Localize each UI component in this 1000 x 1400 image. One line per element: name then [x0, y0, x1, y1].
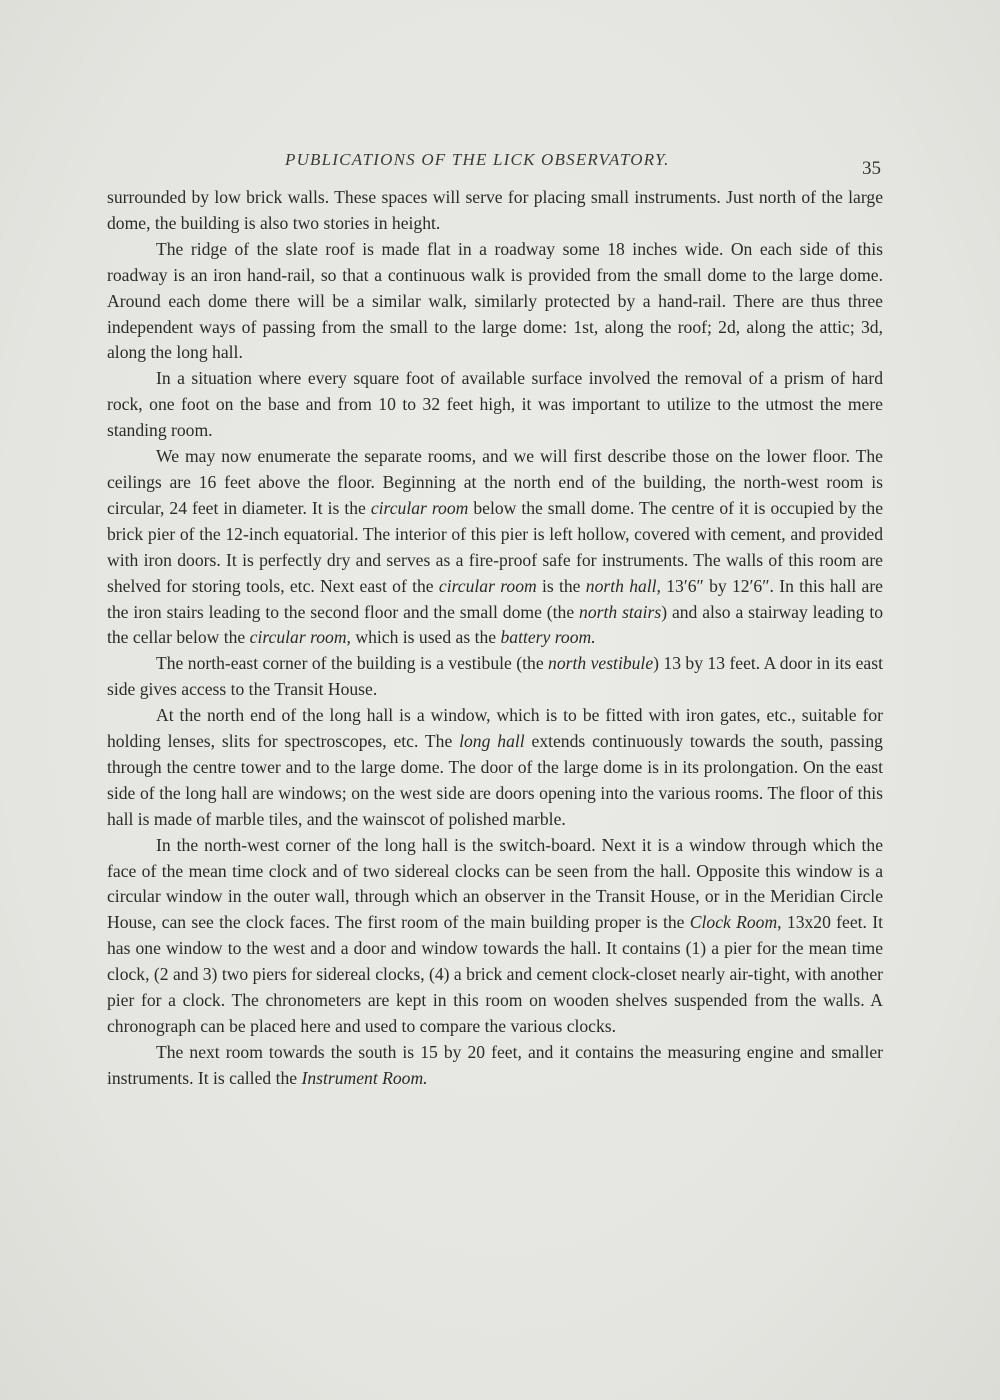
text-run: which is used as the [350, 627, 501, 648]
text-run: At the north end of the long hall is a window, which is to be fitted with iron gates, etc., suitable for holding lenses, slits for spectroscopes, etc. The [107, 705, 883, 752]
text-run: surrounded by low brick walls. These spaces will serve for placing small instruments. Just north of the large dome, the building is also two stories in height. [107, 187, 883, 233]
text-run: The next room towards the south is 15 by 20 feet, and it contains the measuring engine and smaller instruments. It is called the [107, 1041, 883, 1088]
italic-term: battery room. [500, 627, 596, 648]
text-run: extends continuously towards the south, passing through the centre tower and to the large dome. The door of the large dome is in its prolongation. On the east side of the long hall are windows; on the west side are doors opening into the various rooms. The floor of this hall is made of marble tiles, and the wainscot of polished marble. [107, 731, 883, 829]
text-run: ) 13 by 13 feet. A door in its east side gives access to the Transit House. [107, 653, 883, 700]
paragraph [107, 237, 883, 367]
paragraph [107, 1040, 883, 1092]
paragraph [107, 185, 883, 237]
italic-term: circular room [370, 497, 469, 518]
italic-term: north stairs [579, 601, 662, 622]
paragraph [107, 444, 883, 651]
paragraph [107, 703, 883, 833]
text-run: below the small dome. The centre of it is occupied by the brick pier of the 12-inch equatorial. The interior of this pier is left hollow, covered with cement, and provided with iron doors. It is perfectly dry and serves as a fire-proof safe for instruments. The walls of this room are shelved for storing tools, etc. Next east of the [107, 497, 884, 596]
running-head [0, 150, 1000, 180]
text-run: The north-east corner of the building is a vestibule (the [156, 653, 549, 674]
text-run: In the north-west corner of the long hall is the switch-board. Next it is a window through which the face of the mean time clock and of two sidereal clocks can be seen from the hall. Opposite this window is a circular window in the outer wall, through which an observer in the Transit House, or in the Meridian Circle House, can see the clock faces. The first room of the main building proper is the [107, 834, 883, 933]
italic-term: Clock Room, [689, 912, 782, 933]
paragraph [107, 651, 883, 703]
italic-term: circular room, [249, 627, 351, 648]
italic-term: north hall, [585, 575, 661, 596]
text-run: The ridge of the slate roof is made flat in a roadway some 18 inches wide. On each side of this roadway is an iron hand-rail, so that a continuous walk is provided from the small dome to the large dome. Around each dome there will be a similar walk, similarly protected by a hand-rail. There are thus three independent ways of passing from the small to the large dome: 1st, along the roof; 2d, along the attic; 3d, along the long hall. [107, 238, 883, 363]
text-run: 13′6″ by 12′6″. In this hall are the iron stairs leading to the second floor and the small dome (the [107, 575, 883, 622]
paragraph [107, 366, 883, 444]
page-number: 35 [862, 158, 881, 179]
text-run: is the [536, 575, 586, 596]
italic-term: Instrument Room. [301, 1067, 428, 1088]
body-text [107, 185, 883, 1092]
italic-term: long hall [459, 731, 525, 752]
italic-term: circular room [438, 575, 537, 596]
text-run: We may now enumerate the separate rooms, and we will first describe those on the lower floor. The ceilings are 16 feet above the floor. Beginning at the north end of the building, the north-west room is circular, 24 feet in diameter. It is the [107, 446, 883, 518]
paragraph [107, 833, 883, 1040]
text-run: In a situation where every square foot of available surface involved the removal of a prism of hard rock, one foot on the base and from 10 to 32 feet high, it was important to utilize to the utmost the mere standing room. [107, 368, 883, 441]
text-run: 13x20 feet. It has one window to the west and a door and window towards the hall. It contains (1) a pier for the mean time clock, (2 and 3) two piers for sidereal clocks, (4) a brick and cement clock-closet nearly air-tight, with another pier for a clock. The chronometers are kept in this room on wooden shelves suspended from the walls. A chronograph can be placed here and used to compare the various clocks. [107, 912, 883, 1036]
text-run: ) and also a stairway leading to the cellar below the [107, 601, 884, 648]
running-title: PUBLICATIONS OF THE LICK OBSERVATORY. [285, 150, 670, 169]
italic-term: north vestibule [548, 653, 654, 674]
